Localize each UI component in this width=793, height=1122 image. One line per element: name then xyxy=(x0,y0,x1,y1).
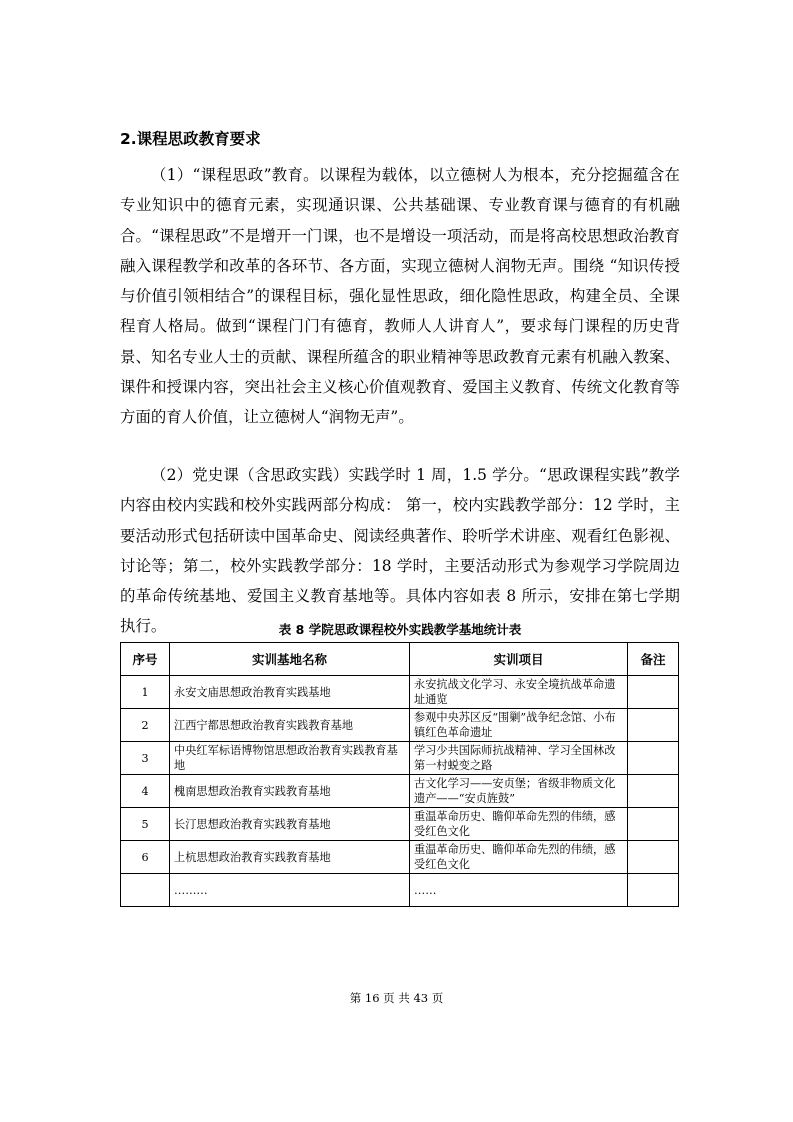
cell-project: 永安抗战文化学习、永安全境抗战革命遗址通览 xyxy=(410,676,628,709)
cell-project: 参观中央苏区反“围剿”战争纪念馆、小布镇红色革命遗址 xyxy=(410,709,628,742)
table-caption: 表 8 学院思政课程校外实践教学基地统计表 xyxy=(278,622,522,637)
cell-base-name: 江西宁都思想政治教育实践教育基地 xyxy=(170,709,410,742)
paragraph-party-history-course: （2）党史课（含思政实践）实践学时 1 周，1.5 学分。“思政课程实践”教学内容由校内实践和校外实践两部分构成： 第一，校内实践教学部分：12 学时，主要活动形式包括研读中国革命史、阅读经典著作、聆听学术讲座、观看红色影视、讨论等；第二，校外实践教学部分：18 学时，主要活动形式为参观学习学院周边的革命传统基地、爱国主义教育基地等。具体内容如表 8 所示，安排在第七学期执行。 xyxy=(120,466,680,636)
cell-project: 学习少共国际师抗战精神、学习全国林改第一村蜕变之路 xyxy=(410,742,628,775)
cell-note xyxy=(628,676,679,709)
cell-seq: 2 xyxy=(121,709,170,742)
cell-note xyxy=(628,709,679,742)
cell-note xyxy=(628,841,679,874)
table-header-row xyxy=(121,643,679,676)
cell-seq xyxy=(121,874,170,907)
cell-note xyxy=(628,775,679,808)
table-row xyxy=(121,808,679,841)
cell-note xyxy=(628,742,679,775)
cell-base-name: ……… xyxy=(170,874,410,907)
cell-seq: 6 xyxy=(121,841,170,874)
cell-base-name: 上杭思想政治教育实践教育基地 xyxy=(170,841,410,874)
cell-note xyxy=(628,874,679,907)
header-base-name: 实训基地名称 xyxy=(170,643,410,676)
table-row xyxy=(121,841,679,874)
cell-seq: 4 xyxy=(121,775,170,808)
table-row xyxy=(121,676,679,709)
table-row xyxy=(121,709,679,742)
cell-seq: 3 xyxy=(121,742,170,775)
cell-project: 古文化学习——安贞堡；省级非物质文化遗产——“安贞旌鼓” xyxy=(410,775,628,808)
cell-base-name: 中央红军标语博物馆思想政治教育实践教育基地 xyxy=(170,742,410,775)
cell-base-name: 槐南思想政治教育实践教育基地 xyxy=(170,775,410,808)
cell-note xyxy=(628,808,679,841)
cell-project: 重温革命历史、瞻仰革命先烈的伟绩，感受红色文化 xyxy=(410,841,628,874)
section-heading: 2.课程思政教育要求 xyxy=(120,130,261,148)
cell-seq: 5 xyxy=(121,808,170,841)
cell-project: 重温革命历史、瞻仰革命先烈的伟绩，感受红色文化 xyxy=(410,808,628,841)
table-row xyxy=(121,775,679,808)
cell-base-name: 长汀思想政治教育实践教育基地 xyxy=(170,808,410,841)
header-note: 备注 xyxy=(628,643,679,676)
cell-project: …… xyxy=(410,874,628,907)
cell-base-name: 永安文庙思想政治教育实践基地 xyxy=(170,676,410,709)
page-footer: 第 16 页 共 43 页 xyxy=(349,991,444,1005)
header-project: 实训项目 xyxy=(410,643,628,676)
table-row xyxy=(121,742,679,775)
header-seq: 序号 xyxy=(121,643,170,676)
cell-seq: 1 xyxy=(121,676,170,709)
practice-base-table xyxy=(120,642,679,907)
table-row-ellipsis xyxy=(121,874,679,907)
paragraph-course-ideology: （1）“课程思政”教育。以课程为载体，以立德树人为根本，充分挖掘蕴含在专业知识中的德育元素，实现通识课、公共基础课、专业教育课与德育的有机融合。“课程思政”不是增开一门课，也不是增设一项活动，而是将高校思想政治教育融入课程教学和改革的各环节、各方面，实现立德树人润物无声。围绕 “知识传授与价值引领相结合”的课程目标，强化显性思政，细化隐性思政，构建全员、全课程育人格局。做到“课程门门有德育，教师人人讲育人”，要求每门课程的历史背景、知名专业人士的贡献、课程所蕴含的职业精神等思政教育元素有机融入教案、课件和授课内容，突出社会主义核心价值观教育、爱国主义教育、传统文化教育等方面的育人价值，让立德树人“润物无声”。 xyxy=(120,166,680,427)
